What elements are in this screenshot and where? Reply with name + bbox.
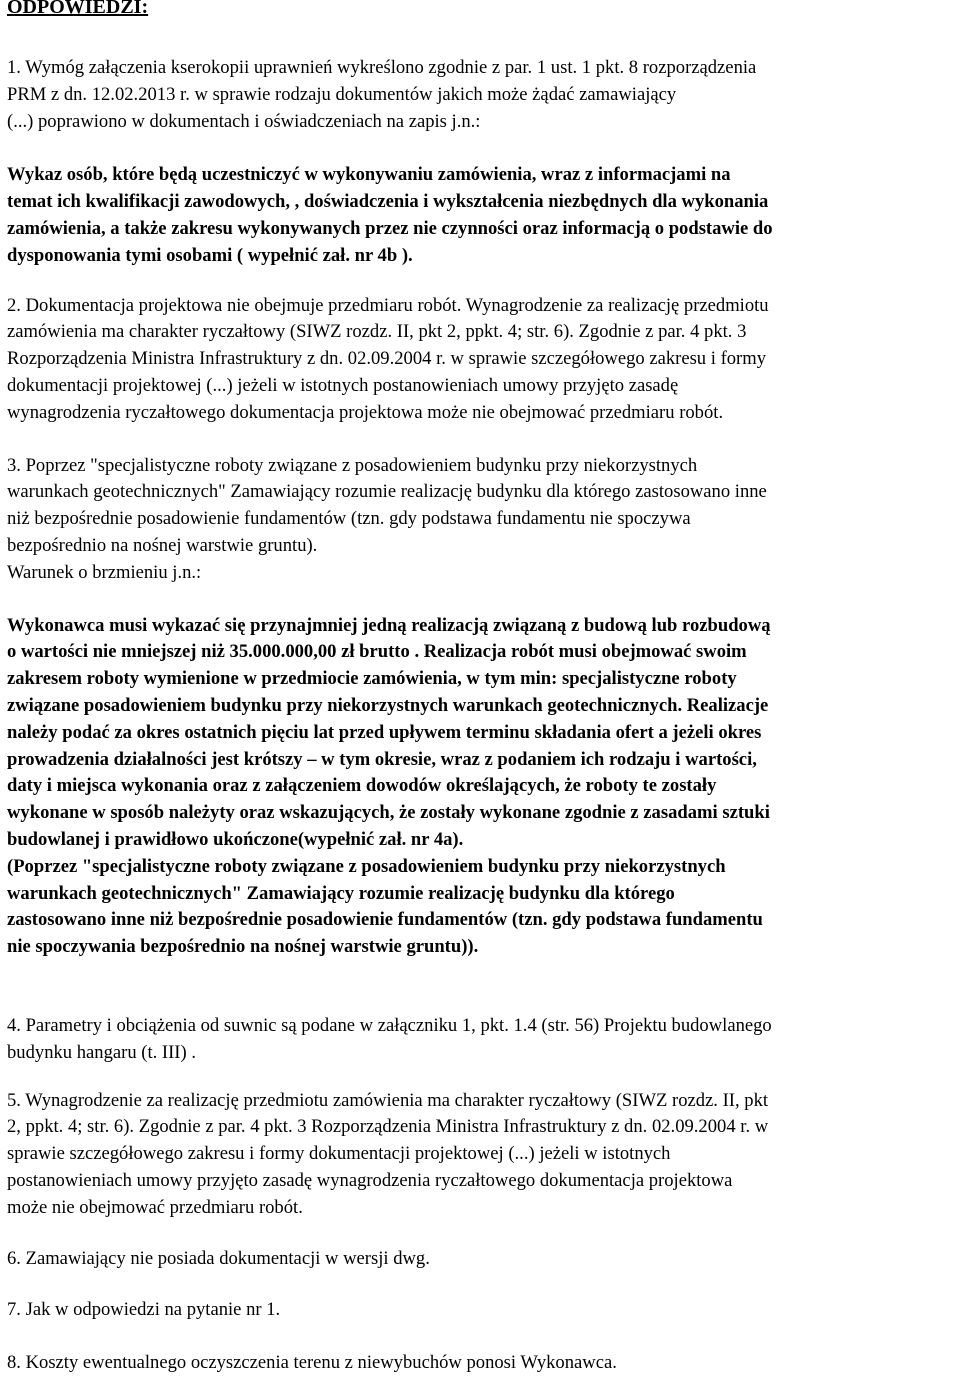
answer-5-line: 5. Wynagrodzenie za realizację przedmiotu zamówienia ma charakter ryczałtowy (SIWZ rozdz. II, pkt bbox=[7, 1089, 769, 1111]
answer-1-requirement-line: dysponowania tymi osobami ( wypełnić zał. nr 4b ). bbox=[7, 244, 413, 266]
answer-2-line: dokumentacji projektowej (...) jeżeli w istotnych postanowieniach umowy przyjęto zasadę bbox=[7, 374, 679, 396]
answer-3-line: Warunek o brzmieniu j.n.: bbox=[7, 561, 202, 583]
answer-1-line: 1. Wymóg załączenia kserokopii uprawnień wykreślono zgodnie z par. 1 ust. 1 pkt. 8 rozporządzenia bbox=[7, 57, 757, 78]
answer-8 bbox=[7, 1350, 954, 1377]
answer-2-line: zamówienia ma charakter ryczałtowy (SIWZ rozdz. II, pkt 2, ppkt. 4; str. 6). Zgodnie z par. 4 pkt. 3 bbox=[7, 321, 747, 343]
answer-4-line: 4. Parametry i obciążenia od suwnic są podane w załączniku 1, pkt. 1.4 (str. 56) Projektu budowlanego bbox=[7, 1014, 772, 1036]
answer-4 bbox=[7, 1013, 954, 1067]
answer-4-line: budynku hangaru (t. III) . bbox=[7, 1041, 196, 1063]
answer-6 bbox=[7, 1246, 954, 1273]
answer-3-condition-line: nie spoczywania bezpośrednio na nośnej warstwie gruntu)). bbox=[7, 936, 479, 958]
answer-7-text: 7. Jak w odpowiedzi na pytanie nr 1. bbox=[7, 1299, 281, 1321]
answer-3-condition-line: wykonane w sposób należyty oraz wskazujących, że zostały wykonane zgodnie z zasadami sztuki bbox=[7, 802, 770, 824]
answer-1-requirement-line: zamówienia, a także zakresu wykonywanych przez nie czynności oraz informacją o podstawie do bbox=[7, 217, 773, 239]
answer-3-condition-line: daty i miejsca wykonania oraz z załączeniem dowodów określających, że roboty te zostały bbox=[7, 775, 717, 797]
answer-3-condition-line: (Poprzez "specjalistyczne roboty związane z posadowieniem budynku przy niekorzystnych bbox=[7, 855, 726, 877]
answer-2-line: 2. Dokumentacja projektowa nie obejmuje przedmiaru robót. Wynagrodzenie za realizację przedmiotu bbox=[7, 294, 769, 316]
answer-7 bbox=[7, 1297, 954, 1324]
answer-6-text: 6. Zamawiający nie posiada dokumentacji w wersji dwg. bbox=[7, 1248, 430, 1270]
answer-3-condition-line: należy podać za okres ostatnich pięciu lat przed upływem terminu składania ofert a jeżeli okres bbox=[7, 721, 762, 743]
answer-3-line: bezpośrednio na nośnej warstwie gruntu). bbox=[7, 534, 318, 556]
answer-3-condition-line: prowadzenia działalności jest krótszy – w tym okresie, wraz z podaniem ich rodzaju i wartości, bbox=[7, 748, 757, 770]
answer-5-line: może nie obejmować przedmiaru robót. bbox=[7, 1196, 303, 1218]
answer-3-condition-line: zakresem roboty wymienione w przedmiocie zamówienia, w tym min: specjalistyczne roboty bbox=[7, 668, 737, 690]
answer-1-requirement-line: temat ich kwalifikacji zawodowych, , doświadczenia i wykształcenia niezbędnych dla wykonania bbox=[7, 191, 769, 213]
answer-5-line: 2, ppkt. 4; str. 6). Zgodnie z par. 4 pkt. 3 Rozporządzenia Ministra Infrastruktury z dn. 02.09.2004 r. w bbox=[7, 1116, 769, 1138]
answer-1-requirement bbox=[7, 162, 954, 269]
answer-3-condition-line: warunkach geotechnicznych" Zamawiający rozumie realizację budynku dla którego bbox=[7, 882, 675, 904]
answer-2-line: Rozporządzenia Ministra Infrastruktury z dn. 02.09.2004 r. w sprawie szczegółowego zakresu i formy bbox=[7, 348, 767, 370]
answer-5 bbox=[7, 1088, 954, 1222]
answer-3-line: warunkach geotechnicznych" Zamawiający rozumie realizację budynku dla którego zastosowano inne bbox=[7, 481, 767, 503]
answer-8-text: 8. Koszty ewentualnego oczyszczenia terenu z niewybuchów ponosi Wykonawca. bbox=[7, 1352, 617, 1374]
answer-3-condition-line: związane posadowieniem budynku przy niekorzystnych warunkach geotechnicznych. Realizacje bbox=[7, 694, 769, 716]
answer-5-line: sprawie szczegółowego zakresu i formy dokumentacji projektowej (...) jeżeli w istotnych bbox=[7, 1143, 671, 1165]
answer-1 bbox=[7, 55, 954, 135]
answer-3-condition-line: budowlanej i prawidłowo ukończone(wypełnić zał. nr 4a). bbox=[7, 828, 464, 850]
answer-3-condition bbox=[7, 613, 954, 961]
answer-1-line: PRM z dn. 12.02.2013 r. w sprawie rodzaju dokumentów jakich może żądać zamawiający bbox=[7, 83, 677, 105]
answer-3 bbox=[7, 453, 954, 587]
answer-3-line: 3. Poprzez "specjalistyczne roboty związane z posadowieniem budynku przy niekorzystnych bbox=[7, 454, 698, 476]
answer-3-condition-line: zastosowano inne niż bezpośrednie posadowienie fundamentów (tzn. gdy podstawa fundamentu bbox=[7, 909, 763, 931]
answer-1-requirement-line: Wykaz osób, które będą uczestniczyć w wykonywaniu zamówienia, wraz z informacjami na bbox=[7, 164, 731, 186]
answer-3-line: niż bezpośrednie posadowienie fundamentów (tzn. gdy podstawa fundamentu nie spoczywa bbox=[7, 508, 691, 530]
answer-2 bbox=[7, 293, 954, 427]
answer-1-line: (...) poprawiono w dokumentach i oświadczeniach na zapis j.n.: bbox=[7, 110, 481, 132]
document-heading: ODPOWIEDZI: bbox=[7, 0, 149, 18]
answer-5-line: postanowieniach umowy przyjęto zasadę wynagrodzenia ryczałtowego dokumentacja projektowa bbox=[7, 1169, 733, 1191]
answer-2-line: wynagrodzenia ryczałtowego dokumentacja projektowa może nie obejmować przedmiaru robót. bbox=[7, 401, 724, 423]
answer-3-condition-line: o wartości nie mniejszej niż 35.000.000,00 zł brutto . Realizacja robót musi obejmować swoim bbox=[7, 641, 747, 663]
answer-3-condition-line: Wykonawca musi wykazać się przynajmniej jedną realizacją związaną z budową lub rozbudową bbox=[7, 614, 771, 636]
